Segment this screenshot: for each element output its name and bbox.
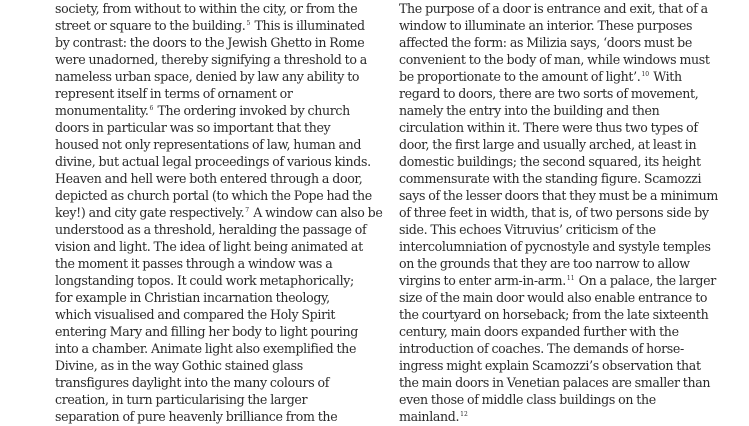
line-text: domestic buildings; the second squared, its height (399, 154, 701, 169)
line-text: understood as a threshold, heralding the passage of (55, 222, 367, 237)
line-text: separation of pure heavenly brilliance from the (55, 409, 338, 424)
line-text: be proportionate to the amount of light’. (399, 69, 641, 84)
text-line (55, 323, 375, 340)
line-text: regard to doors, there are two sorts of movement, (399, 86, 699, 101)
text-line (55, 272, 375, 289)
line-text: The purpose of a door is entrance and exit, that of a (399, 1, 708, 16)
line-text-continued: On a palace, the larger (575, 273, 716, 288)
text-line (55, 17, 375, 34)
line-text: represent itself in terms of ornament or (55, 86, 293, 101)
line-text: which visualised and compared the Holy Spirit (55, 307, 336, 322)
text-line (55, 153, 375, 170)
text-line (399, 272, 729, 289)
footnote-marker: 7 (245, 207, 250, 214)
line-text: window to illuminate an interior. These purposes (399, 18, 693, 33)
line-text: key!) and city gate respectively. (55, 205, 245, 220)
text-line (399, 34, 729, 51)
line-text: circulation within it. There were thus two types of (399, 120, 698, 135)
line-text: entering Mary and filling her body to light pouring (55, 324, 358, 339)
line-text: ingress might explain Scamozzi’s observation that (399, 358, 701, 373)
text-line (55, 306, 375, 323)
line-text: transfigures daylight into the many colours of (55, 375, 330, 390)
line-text: intercolumniation of pycnostyle and systyle temples (399, 239, 711, 254)
text-line (399, 289, 729, 306)
text-line (55, 204, 383, 221)
text-line (55, 374, 375, 391)
text-line (399, 408, 729, 425)
line-text: society, from without to within the city, or from the (55, 1, 358, 16)
text-line (399, 17, 729, 34)
line-text: century, main doors expanded further with the (399, 324, 679, 339)
text-line (399, 221, 729, 238)
line-text: Divine, as in the way Gothic stained glass (55, 358, 303, 373)
line-text: street or square to the building. (55, 18, 246, 33)
line-text: creation, in turn particularising the larger (55, 392, 308, 407)
text-line (399, 238, 729, 255)
footnote-marker: 6 (149, 105, 154, 112)
line-text: monumentality. (55, 103, 149, 118)
text-line (55, 187, 375, 204)
line-text: on the grounds that they are too narrow to allow (399, 256, 690, 271)
text-line (55, 170, 375, 187)
line-text: side. This echoes Vitruvius’ criticism of the (399, 222, 656, 237)
text-line (55, 102, 375, 119)
line-text: housed not only representations of law, human and (55, 137, 362, 152)
line-text: commensurate with the standing figure. Scamozzi (399, 171, 702, 186)
line-text-continued: This is illuminated (251, 18, 365, 33)
line-text: says of the lesser doors that they must be a minimum (399, 188, 719, 203)
text-line (399, 0, 729, 17)
footnote-marker: 10 (641, 71, 650, 78)
line-text: divine, but actual legal proceedings of various kinds. (55, 154, 371, 169)
text-line (399, 391, 729, 408)
line-text: nameless urban space, denied by law any ability to (55, 69, 360, 84)
text-line (55, 68, 375, 85)
text-line (55, 119, 375, 136)
left-text-column (55, 0, 383, 425)
line-text: convenient to the body of man, while windows must (399, 52, 710, 67)
line-text: were unadorned, thereby signifying a threshold to a (55, 52, 367, 67)
text-line (55, 408, 375, 425)
line-text-continued: A window can also be (250, 205, 383, 220)
line-text: virgins to enter arm-in-arm. (399, 273, 566, 288)
line-text: door, the first large and usually arched, at least in (399, 137, 697, 152)
text-line (399, 119, 729, 136)
text-line (55, 289, 375, 306)
line-text: the courtyard on horseback; from the late sixteenth (399, 307, 709, 322)
line-text: affected the form: as Milizia says, ‘doors must be (399, 35, 692, 50)
text-line (55, 391, 375, 408)
text-line (399, 136, 729, 153)
text-line (399, 153, 729, 170)
line-text: the moment it passes through a window was a (55, 256, 333, 271)
text-line (55, 255, 375, 272)
text-line (55, 0, 375, 17)
text-line (55, 357, 375, 374)
text-line (55, 238, 375, 255)
text-line (399, 170, 729, 187)
line-text: the main doors in Venetian palaces are smaller than (399, 375, 711, 390)
footnote-marker: 5 (246, 20, 251, 27)
text-line (399, 204, 729, 221)
text-line (399, 102, 729, 119)
line-text: mainland. (399, 409, 460, 424)
line-text: into a chamber. Animate light also exemplified the (55, 341, 357, 356)
text-line (399, 51, 729, 68)
line-text: for example in Christian incarnation theology, (55, 290, 330, 305)
text-line (399, 85, 729, 102)
text-line (399, 340, 729, 357)
line-text: of three feet in width, that is, of two persons side by (399, 205, 709, 220)
text-line (55, 51, 375, 68)
text-line (399, 323, 729, 340)
text-line (399, 357, 729, 374)
text-line (55, 85, 375, 102)
text-line (399, 68, 729, 85)
text-line (399, 255, 729, 272)
text-line (55, 34, 375, 51)
line-text-continued: The ordering invoked by church (154, 103, 350, 118)
footnote-marker: 11 (566, 275, 575, 282)
line-text: vision and light. The idea of light being animated at (55, 239, 363, 254)
footnote-marker: 12 (460, 411, 468, 418)
line-text-continued: With (650, 69, 682, 84)
line-text: Heaven and hell were both entered through a door, (55, 171, 363, 186)
text-line (399, 374, 729, 391)
text-line (399, 306, 729, 323)
line-text: doors in particular was so important that they (55, 120, 331, 135)
line-text: even those of middle class buildings on the (399, 392, 656, 407)
text-line (399, 187, 729, 204)
text-line (55, 340, 375, 357)
line-text: by contrast: the doors to the Jewish Ghetto in Rome (55, 35, 365, 50)
line-text: introduction of coaches. The demands of horse- (399, 341, 684, 356)
line-text: depicted as church portal (to which the Pope had the (55, 188, 372, 203)
text-line (55, 221, 375, 238)
line-text: size of the main door would also enable entrance to (399, 290, 708, 305)
line-text: namely the entry into the building and then (399, 103, 660, 118)
line-text: longstanding topos. It could work metaphorically; (55, 273, 354, 288)
text-line (55, 136, 375, 153)
right-text-column (399, 0, 729, 425)
